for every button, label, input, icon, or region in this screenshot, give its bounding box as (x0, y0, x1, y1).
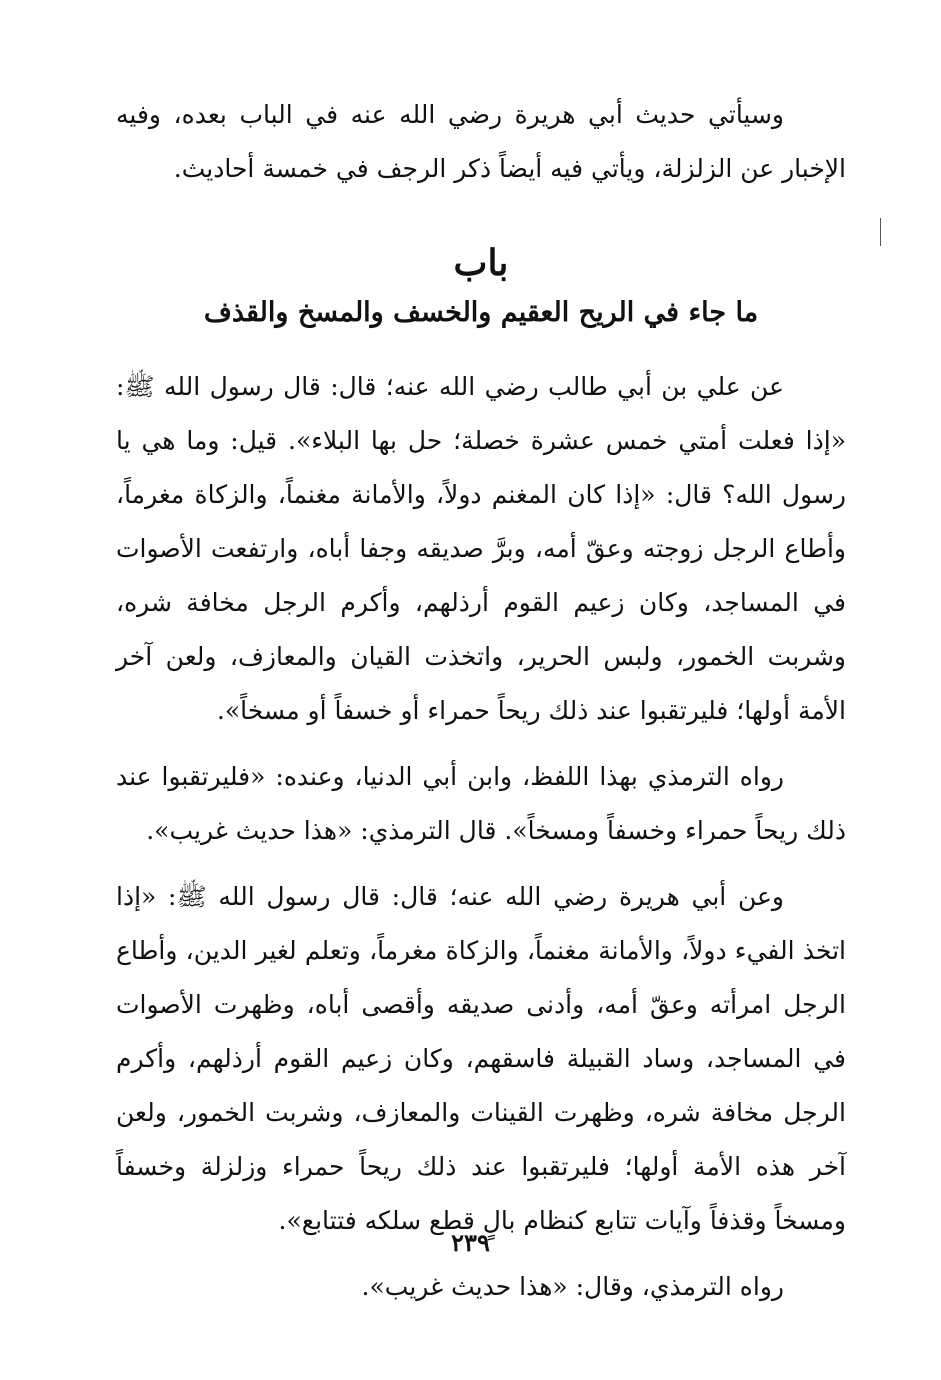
margin-mark (880, 218, 881, 246)
closing-note-paragraph: رواه الترمذي، وقال: «هذا حديث غريب». (361, 1272, 784, 1301)
intro-paragraph: وسيأتي حديث أبي هريرة رضي الله عنه في الباب بعده، وفيه الإخبار عن الزلزلة، ويأتي فيه أيضاً ذكر الرجف في خمسة أحاديث. (116, 100, 846, 183)
chapter-subtitle: ما جاء في الريح العقيم والخسف والمسخ والقذف (203, 297, 759, 328)
tirmidhi-note-paragraph: رواه الترمذي بهذا اللفظ، وابن أبي الدنيا، وعنده: «فليرتقبوا عند ذلك ريحاً حمراء وخسفاً ومسخاً». قال الترمذي: «هذا حديث غريب». (116, 762, 846, 845)
page-content (116, 88, 846, 1314)
page-number: ٢٣٩ (451, 1228, 490, 1257)
hadith-ali-paragraph: عن علي بن أبي طالب رضي الله عنه؛ قال: قال رسول الله ﷺ: «إذا فعلت أمتي خمس عشرة خصلة؛ حل بها البلاء». قيل: وما هي يا رسول الله؟ قال: «إذا كان المغنم دولاً، والأمانة مغنماً، والزكاة مغرماً، وأطاع الرجل زوجته وعقّ أمه، وبرَّ صديقه وجفا أباه، وارتفعت الأصوات في المساجد، وكان زعيم القوم أرذلهم، وأكرم الرجل مخافة شره، وشربت الخمور، ولبس الحرير، واتخذت القيان والمعازف، ولعن آخر الأمة أولها؛ فليرتقبوا عند ذلك ريحاً حمراء أو خسفاً أو مسخاً». (116, 372, 846, 725)
hadith-abu-hurayra-paragraph: وعن أبي هريرة رضي الله عنه؛ قال: قال رسول الله ﷺ: «إذا اتخذ الفيء دولاً، والأمانة مغنماً، والزكاة مغرماً، وتعلم لغير الدين، وأطاع الرجل امرأته وعقّ أمه، وأدنى صديقه وأقصى أباه، وظهرت الأصوات في المساجد، وساد القبيلة فاسقهم، وكان زعيم القوم أرذلهم، وأكرم الرجل مخافة شره، وظهرت القينات والمعازف، وشربت الخمور، ولعن آخر هذه الأمة أولها؛ فليرتقبوا عند ذلك ريحاً حمراء وزلزلة وخسفاً ومسخاً وقذفاً وآيات تتابع كنظام بالٍ قطع سلكه فتتابع». (116, 882, 846, 1235)
chapter-title: باب (453, 242, 509, 284)
